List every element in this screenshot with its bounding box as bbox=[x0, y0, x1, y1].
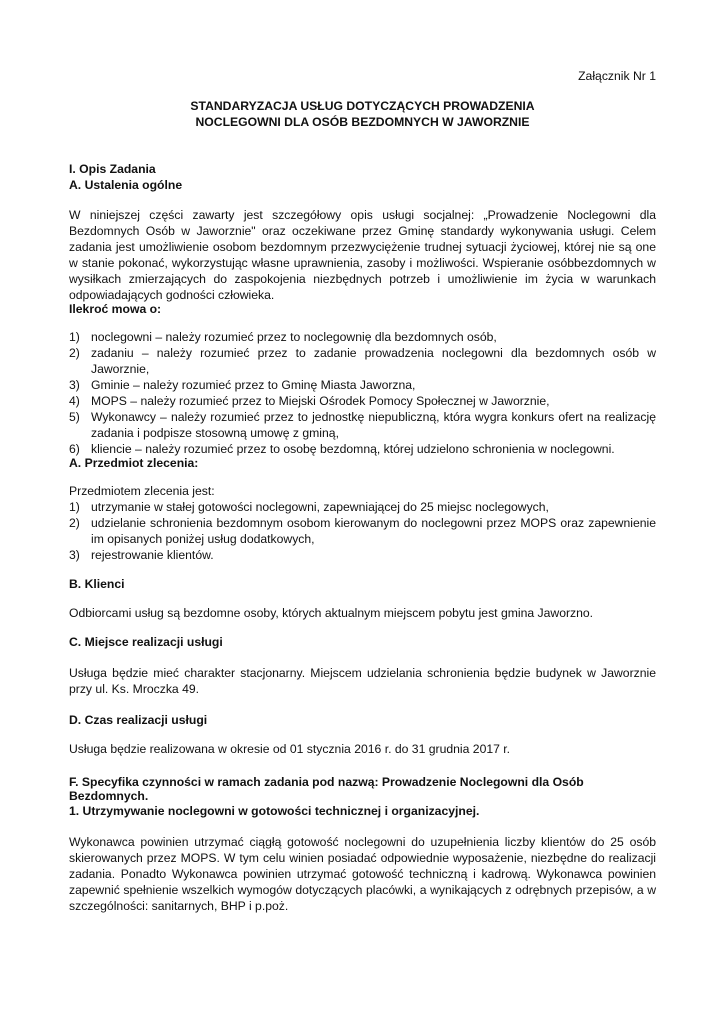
list-item: 6) kliencie – należy rozumieć przez to osobę bezdomną, której udzielono schronienia w noclegowni. bbox=[69, 442, 615, 456]
intro-paragraph: W niniejszej części zawarty jest szczegółowy opis usługi socjalnej: „Prowadzenie Noclegowni dla Bezdomnych Osób w Jaworznie" oraz oczekiwane przez Gminę standardy wykonywania usługi. Celem zadania jest umożliwienie osobom bezdomnym przezwyciężenie trudnej sytuacji życiowej, której nie są one w stanie pokonać, wykorzystując własne uprawnienia, zasoby i możliwości. Wspieranie osóbbezdomnych w wysiłkach zmierzających do zaspokojenia niezbędnych potrzeb i umożliwienie im życia w warunkach odpowiadających godności człowieka. bbox=[69, 208, 656, 302]
title-line-1: STANDARYZACJA USŁUG DOTYCZĄCYCH PROWADZENIA bbox=[190, 99, 535, 113]
list-item: 3) rejestrowanie klientów. bbox=[69, 548, 214, 562]
section-heading: I. Opis Zadania bbox=[69, 162, 156, 176]
clients-text: Odbiorcami usług są bezdomne osoby, których aktualnym miejscem pobytu jest gmina Jaworzno. bbox=[69, 606, 594, 620]
definitions-heading: Ilekroć mowa o: bbox=[69, 302, 162, 316]
time-text: Usługa będzie realizowana w okresie od 01 stycznia 2016 r. do 31 grudnia 2017 r. bbox=[69, 742, 511, 756]
specifics-heading: F. Specyfika czynności w ramach zadania pod nazwą: Prowadzenie Noclegowni dla Osób Bezdomnych. bbox=[69, 775, 584, 803]
list-item: 1) noclegowni – należy rozumieć przez to noclegownię dla bezdomnych osób, bbox=[69, 330, 497, 344]
section-subheading: A. Ustalenia ogólne bbox=[69, 178, 183, 192]
time-heading: D. Czas realizacji usługi bbox=[69, 713, 208, 727]
list-item: 4) MOPS – należy rozumieć przez to Miejski Ośrodek Pomocy Społecznej w Jaworznie, bbox=[69, 394, 550, 408]
definitions-list bbox=[69, 329, 656, 457]
title-line-2: NOCLEGOWNI DLA OSÓB BEZDOMNYCH W JAWORZNIE bbox=[195, 115, 530, 129]
annex-label: Załącznik Nr 1 bbox=[578, 69, 656, 83]
place-text: Usługa będzie mieć charakter stacjonarny. Miejscem udzielania schronienia będzie budynek w Jaworznie przy ul. Ks. Mroczka 49. bbox=[69, 666, 656, 696]
place-heading: C. Miejsce realizacji usługi bbox=[69, 635, 223, 649]
list-item: 2) udzielanie schronienia bezdomnym osobom kierowanym do noclegowni przez MOPS oraz zapewnienie im opisanych poniżej usług dodatkowych, bbox=[69, 516, 656, 546]
list-item: 1) utrzymanie w stałej gotowości noclegowni, zapewniającej do 25 miejsc noclegowych, bbox=[69, 500, 549, 514]
list-item: 2) zadaniu – należy rozumieć przez to zadanie prowadzenia noclegowni dla bezdomnych osób w Jaworznie, bbox=[69, 346, 656, 376]
clients-heading: B. Klienci bbox=[69, 577, 125, 591]
document-title bbox=[69, 98, 656, 130]
specifics-text: Wykonawca powinien utrzymać ciągłą gotowość noclegowni do uzupełnienia liczby klientów do 25 osób skierowanych przez MOPS. W tym celu winien posiadać odpowiednie wyposażenie, niezbędne do realizacji zadania. Ponadto Wykonawca powinien utrzymać gotowość techniczną i kadrową. Wykonawca powinien zapewnić spełnienie wszelkich wymogów dotyczących placówki, a wynikających z odrębnych przepisów, a w szczególności: sanitarnych, BHP i p.poż. bbox=[69, 835, 656, 913]
subject-list bbox=[69, 499, 656, 563]
list-item: 5) Wykonawcy – należy rozumieć przez to jednostkę niepubliczną, która wygra konkurs ofert na realizację zadania i podpisze stosowną umowę z gminą, bbox=[69, 410, 656, 440]
list-item: 3) Gminie – należy rozumieć przez to Gminę Miasta Jaworzna, bbox=[69, 378, 416, 392]
specifics-subheading: 1. Utrzymywanie noclegowni w gotowości technicznej i organizacyjnej. bbox=[69, 804, 480, 818]
subject-intro: Przedmiotem zlecenia jest: bbox=[69, 484, 215, 498]
subject-heading: A. Przedmiot zlecenia: bbox=[69, 456, 199, 470]
